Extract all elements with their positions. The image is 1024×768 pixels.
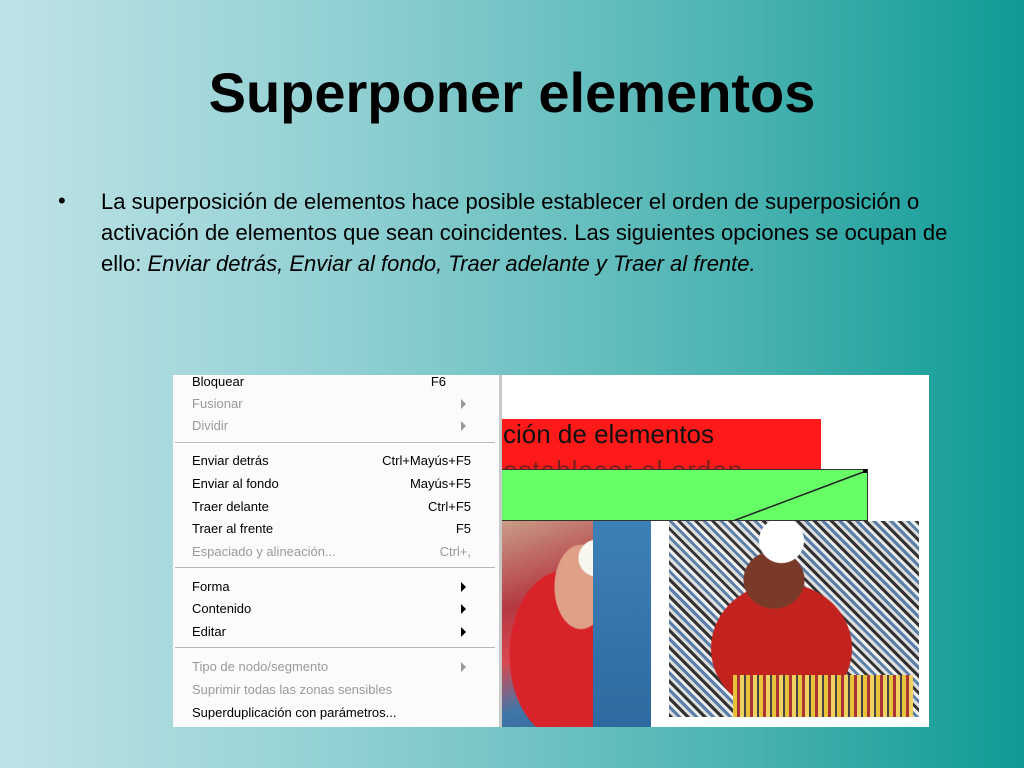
menu-item-superduplicacion[interactable]: Superduplicación con parámetros... xyxy=(192,705,397,720)
chevron-right-icon xyxy=(461,627,466,637)
menu-item-contenido[interactable]: Contenido xyxy=(192,599,474,619)
chevron-right-icon xyxy=(461,662,466,672)
menu-item-enviar-al-fondo[interactable]: Enviar al fondo Mayús+F5 xyxy=(192,476,471,491)
photo-dithered-detail xyxy=(733,675,913,717)
menu-separator xyxy=(175,442,495,444)
bullet-paragraph xyxy=(58,186,978,279)
menu-separator xyxy=(175,567,495,569)
bullet-text-plain: La superposición de elementos hace posible establecer el orden de superposición o activación de elementos que sean coincidentes. Las siguientes opciones se ocupan de ello: xyxy=(101,189,948,276)
chevron-right-icon xyxy=(461,421,466,431)
bullet-marker: • xyxy=(58,188,66,213)
chevron-right-icon xyxy=(461,604,466,614)
menu-item-dividir[interactable]: Dividir xyxy=(192,416,474,436)
menu-item-fusionar[interactable]: Fusionar xyxy=(192,394,474,414)
screenshot-figure xyxy=(173,375,929,727)
context-menu xyxy=(173,375,502,727)
red-box-text: ción de elementos xyxy=(503,419,715,449)
bullet-text-italic: Enviar detrás, Enviar al fondo, Traer adelante y Traer al frente. xyxy=(147,251,756,276)
chevron-right-icon xyxy=(461,399,466,409)
menu-item-bloquear[interactable]: Bloquear F6 xyxy=(192,375,446,389)
chevron-right-icon xyxy=(461,582,466,592)
bullet-text xyxy=(101,186,978,279)
menu-item-suprimir-zonas[interactable]: Suprimir todas las zonas sensibles xyxy=(192,682,393,697)
menu-item-traer-al-frente[interactable]: Traer al frente F5 xyxy=(192,521,471,536)
menu-item-tipo-de-nodo[interactable]: Tipo de nodo/segmento xyxy=(192,657,474,677)
menu-separator xyxy=(175,647,495,649)
menu-item-enviar-detras[interactable]: Enviar detrás Ctrl+Mayús+F5 xyxy=(192,453,471,468)
menu-item-traer-delante[interactable]: Traer delante Ctrl+F5 xyxy=(192,499,471,514)
photo-gap xyxy=(651,521,669,727)
menu-item-espaciado[interactable]: Espaciado y alineación... Ctrl+, xyxy=(192,544,471,559)
green-box-diagonal xyxy=(493,469,868,521)
menu-item-editar[interactable]: Editar xyxy=(192,622,474,642)
slide-title: Superponer elementos xyxy=(208,61,816,124)
menu-item-forma[interactable]: Forma xyxy=(192,577,474,597)
photo-original-sky xyxy=(593,521,653,727)
